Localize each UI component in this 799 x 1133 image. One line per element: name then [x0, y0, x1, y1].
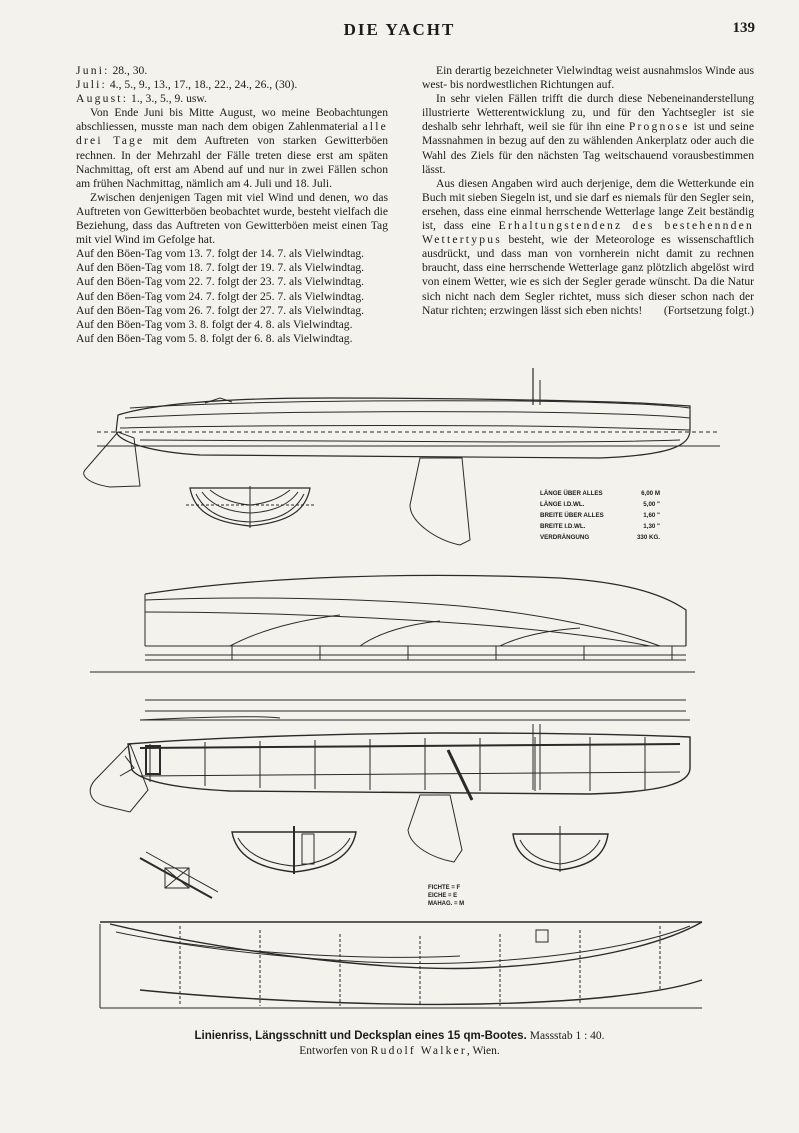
page-number: 139 — [732, 20, 755, 36]
continuation-note: (Fortsetzung folgt.) — [663, 303, 754, 317]
date-label-juli: Juli: — [76, 78, 107, 92]
list-item: Auf den Böen-Tag vom 13. 7. folgt der 14. 7. als Vielwindtag. — [76, 247, 365, 261]
date-label-august: August: — [76, 92, 129, 106]
spec-row: LÄNGE I.D.WL. 5,00 " — [540, 501, 660, 508]
legend-item: MAHAG. = M — [428, 901, 465, 907]
list-item: Auf den Böen-Tag vom 24. 7. folgt der 25. 7. als Vielwindtag. — [76, 289, 365, 303]
list-item: Auf den Böen-Tag vom 22. 7. folgt der 23. 7. als Vielwindtag. — [76, 275, 365, 289]
date-values-juli: 4., 5., 9., 13., 17., 18., 22., 24., 26., (30). — [106, 78, 298, 92]
date-values-juni: 28., 30. — [109, 64, 148, 77]
deck-plan — [100, 922, 702, 1008]
specifications-table — [540, 488, 660, 543]
left-paragraph-2: Zwischen denjenigen Tagen mit viel Wind und denen, wo das Auftreten von Gewitterböen beobachtet wurde, besteht vielfach die Beziehung, dass das Auftreten von Gewitterböen meist einen Tag mit viel Wind im Gefolge hat. — [76, 190, 388, 247]
list-item: Auf den Böen-Tag vom 18. 7. folgt der 19. 7. als Vielwindtag. — [76, 261, 365, 275]
journal-title: DIE YACHT — [343, 20, 456, 39]
right-paragraph-2: In sehr vielen Fällen trifft die durch diese Nebeneinanderstellung illustrierte Wetterentwicklung zu, und für den Yachtsegler ist sie deshalb sehr lehrhaft, weil sie für ihn eine Prognose ist und seine Massnahmen in bezug auf den zu wählenden Ankerplatz oder auch die Wahl des Ziels für den nächsten Tag weitschauend vorausbestimmen lässt. — [422, 92, 754, 176]
caption-scale: Massstab 1 : 40. — [529, 1030, 605, 1042]
date-label-juni: Juni: — [76, 64, 110, 77]
figure-caption: Linienriss, Längsschnitt und Decksplan eines 15 qm-Bootes. Massstab 1 : 40. Entworfen von Rudolf Walker, Wien. — [194, 1030, 605, 1057]
joint-detail — [140, 852, 218, 898]
right-paragraph-3: Aus diesen Angaben wird auch derjenige, dem die Wetterkunde ein Buch mit sieben Siegeln ist, und sie darf es niemals für den Segler sein, ersehen, dass eine einmal herrschende Wetterlage lange Zeit beständig ist, dass eine Erhaltungstendenz des bestehennden Wettertypus besteht, wie der Meteorologe es wissenschaftlich ausdrückt, und dass man von vornherein nicht damit zu rechnen braucht, dass eine herrschende Wetterlage ganz plötzlich abgelöst wird von einem Wetter, wie es sich der Segler gerade wünscht. Da die Natur sich nicht nach dem Segler richtet, muss sich dieser schon nach der Natur richten; erzwingen lässt sich eben nichts! (Fortsetzung folgt.) — [422, 176, 754, 317]
body-plan-section — [186, 486, 314, 528]
legend-item: EICHE = E — [428, 893, 458, 899]
designer-name: Rudolf Walker — [370, 1045, 467, 1057]
list-item: Auf den Böen-Tag vom 5. 8. folgt der 6. 8. als Vielwindtag. — [76, 331, 353, 345]
spec-row: VERDRÄNGUNG 330 KG. — [540, 534, 660, 541]
list-item: Auf den Böen-Tag vom 3. 8. folgt der 4. 8. als Vielwindtag. — [76, 317, 353, 331]
longitudinal-section — [90, 700, 690, 862]
right-paragraph-1: Ein derartig bezeichneter Vielwindtag weist ausnahmslos Winde aus west- bis nordwestlichen Richtungen auf. — [422, 64, 754, 92]
spec-row: BREITE I.D.WL. 1,30 " — [540, 523, 660, 530]
material-legend — [428, 884, 464, 908]
spec-row: LÄNGE ÜBER ALLES 6,00 M — [540, 490, 660, 497]
legend-item: FICHTE = F — [428, 885, 461, 891]
left-paragraph-1: Von Ende Juni bis Mitte August, wo meine Beobachtungen abschliessen, musste man nach dem obigen Zahlenmaterial alle drei Tage mit dem Auftreten von starken Gewitterböen rechnen. In der Mehrzahl der Fälle treten diese erst am späten Nachmittag, oft erst am Abend auf und nur in zwei Fällen schon am frühen Nachmittag, nämlich am 4. Juli und 18. Juli. — [76, 106, 389, 190]
half-breadth-plan — [90, 575, 695, 672]
date-values-august: 1., 3., 5., 9. usw. — [128, 92, 207, 106]
spec-row: BREITE ÜBER ALLES 1,60 " — [540, 512, 660, 519]
midship-section — [232, 826, 356, 874]
fore-section — [513, 826, 608, 872]
list-item: Auf den Böen-Tag vom 26. 7. folgt der 27. 7. als Vielwindtag. — [76, 303, 365, 317]
caption-title: Linienriss, Längsschnitt und Decksplan eines 15 qm-Bootes. — [194, 1030, 527, 1042]
